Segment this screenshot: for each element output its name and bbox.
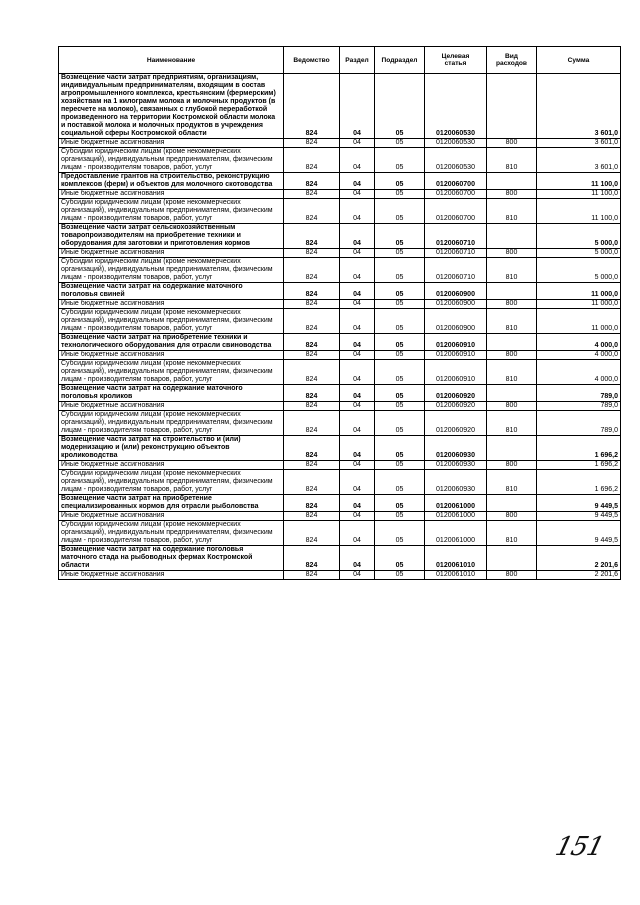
cell-sum: 5 000,0 (537, 249, 621, 258)
cell-name: Субсидии юридическим лицам (кроме некоммерческих организаций), индивидуальным предпринимателям, физическим лицам - производителям товаров, работ, услуг (59, 521, 284, 546)
cell-subsection: 05 (375, 224, 425, 249)
cell-section: 04 (340, 411, 375, 436)
cell-type: 810 (487, 411, 537, 436)
table-row (59, 351, 621, 360)
cell-name: Возмещение части затрат на приобретение специализированных кормов для отрасли рыболовства (59, 495, 284, 512)
cell-sum: 1 696,2 (537, 470, 621, 495)
cell-section: 04 (340, 571, 375, 580)
cell-dept: 824 (284, 249, 340, 258)
cell-subsection: 05 (375, 521, 425, 546)
cell-subsection: 05 (375, 351, 425, 360)
cell-name: Иные бюджетные ассигнования (59, 351, 284, 360)
cell-section: 04 (340, 461, 375, 470)
cell-name: Субсидии юридическим лицам (кроме некоммерческих организаций), индивидуальным предпринимателям, физическим лицам - производителям товаров, работ, услуг (59, 199, 284, 224)
cell-section: 04 (340, 436, 375, 461)
cell-section: 04 (340, 139, 375, 148)
cell-type: 810 (487, 199, 537, 224)
table-row (59, 360, 621, 385)
cell-name: Иные бюджетные ассигнования (59, 402, 284, 411)
cell-target: 0120060700 (425, 173, 487, 190)
cell-section: 04 (340, 470, 375, 495)
cell-dept: 824 (284, 495, 340, 512)
table-row (59, 139, 621, 148)
cell-subsection: 05 (375, 546, 425, 571)
cell-dept: 824 (284, 300, 340, 309)
cell-target: 0120060900 (425, 300, 487, 309)
cell-sum: 11 100,0 (537, 190, 621, 199)
cell-section: 04 (340, 258, 375, 283)
cell-sum: 11 000,0 (537, 300, 621, 309)
cell-name: Субсидии юридическим лицам (кроме некоммерческих организаций), индивидуальным предпринимателям, физическим лицам - производителям товаров, работ, услуг (59, 148, 284, 173)
cell-subsection: 05 (375, 385, 425, 402)
cell-type (487, 173, 537, 190)
table-row (59, 258, 621, 283)
cell-name: Субсидии юридическим лицам (кроме некоммерческих организаций), индивидуальным предпринимателям, физическим лицам - производителям товаров, работ, услуг (59, 411, 284, 436)
cell-target: 0120061000 (425, 521, 487, 546)
cell-name: Иные бюджетные ассигнования (59, 461, 284, 470)
cell-dept: 824 (284, 309, 340, 334)
cell-dept: 824 (284, 402, 340, 411)
cell-name: Субсидии юридическим лицам (кроме некоммерческих организаций), индивидуальным предпринимателям, физическим лицам - производителям товаров, работ, услуг (59, 309, 284, 334)
header-sum: Сумма (537, 47, 621, 74)
cell-target: 0120060710 (425, 224, 487, 249)
table-row (59, 148, 621, 173)
cell-type: 810 (487, 521, 537, 546)
cell-section: 04 (340, 512, 375, 521)
cell-subsection: 05 (375, 512, 425, 521)
table-row (59, 495, 621, 512)
cell-sum: 4 000,0 (537, 360, 621, 385)
cell-type: 800 (487, 461, 537, 470)
cell-target: 0120060530 (425, 74, 487, 139)
cell-name: Иные бюджетные ассигнования (59, 512, 284, 521)
cell-sum: 2 201,6 (537, 571, 621, 580)
cell-type: 800 (487, 300, 537, 309)
cell-dept: 824 (284, 224, 340, 249)
cell-name: Возмещение части затрат сельскохозяйственным товаропроизводителям на приобретение техники и оборудования для заготовки и приготовления кормов (59, 224, 284, 249)
cell-name: Предоставление грантов на строительство, реконструкцию комплексов (ферм) и объектов для молочного скотоводства (59, 173, 284, 190)
cell-subsection: 05 (375, 470, 425, 495)
cell-subsection: 05 (375, 402, 425, 411)
cell-dept: 824 (284, 190, 340, 199)
cell-name: Иные бюджетные ассигнования (59, 571, 284, 580)
header-target (425, 47, 487, 74)
cell-section: 04 (340, 309, 375, 334)
cell-type (487, 334, 537, 351)
cell-dept: 824 (284, 139, 340, 148)
cell-target: 0120060910 (425, 334, 487, 351)
cell-subsection: 05 (375, 300, 425, 309)
cell-type: 800 (487, 139, 537, 148)
cell-sum: 9 449,5 (537, 521, 621, 546)
cell-sum: 3 601,0 (537, 74, 621, 139)
cell-target: 0120060910 (425, 351, 487, 360)
cell-name: Иные бюджетные ассигнования (59, 249, 284, 258)
budget-table (58, 46, 621, 580)
table-row (59, 402, 621, 411)
cell-section: 04 (340, 360, 375, 385)
cell-subsection: 05 (375, 495, 425, 512)
cell-section: 04 (340, 385, 375, 402)
table-row (59, 571, 621, 580)
table-header-row (59, 47, 621, 74)
cell-target: 0120060930 (425, 436, 487, 461)
cell-dept: 824 (284, 436, 340, 461)
cell-sum: 11 100,0 (537, 173, 621, 190)
cell-type: 800 (487, 190, 537, 199)
cell-target: 0120060930 (425, 461, 487, 470)
cell-sum: 9 449,5 (537, 495, 621, 512)
cell-subsection: 05 (375, 309, 425, 334)
table-row (59, 411, 621, 436)
cell-type: 810 (487, 258, 537, 283)
cell-section: 04 (340, 74, 375, 139)
header-dept: Ведомство (284, 47, 340, 74)
cell-type (487, 546, 537, 571)
cell-dept: 824 (284, 74, 340, 139)
cell-dept: 824 (284, 546, 340, 571)
cell-name: Субсидии юридическим лицам (кроме некоммерческих организаций), индивидуальным предпринимателям, физическим лицам - производителям товаров, работ, услуг (59, 470, 284, 495)
header-type (487, 47, 537, 74)
cell-target: 0120061000 (425, 512, 487, 521)
cell-target: 0120060530 (425, 148, 487, 173)
table-row (59, 385, 621, 402)
cell-name: Иные бюджетные ассигнования (59, 190, 284, 199)
table-body (59, 74, 621, 580)
cell-name: Иные бюджетные ассигнования (59, 300, 284, 309)
cell-subsection: 05 (375, 436, 425, 461)
cell-dept: 824 (284, 258, 340, 283)
table-row (59, 334, 621, 351)
cell-type: 810 (487, 309, 537, 334)
cell-subsection: 05 (375, 334, 425, 351)
cell-dept: 824 (284, 470, 340, 495)
cell-type (487, 385, 537, 402)
cell-target: 0120061010 (425, 571, 487, 580)
cell-section: 04 (340, 199, 375, 224)
cell-type: 800 (487, 402, 537, 411)
cell-dept: 824 (284, 571, 340, 580)
cell-subsection: 05 (375, 173, 425, 190)
cell-target: 0120060710 (425, 258, 487, 283)
header-type-line1: Вид (504, 53, 518, 60)
table-row (59, 199, 621, 224)
cell-target: 0120060700 (425, 199, 487, 224)
cell-dept: 824 (284, 283, 340, 300)
cell-sum: 9 449,5 (537, 512, 621, 521)
table-row (59, 249, 621, 258)
header-type-line2: расходов (496, 60, 527, 67)
cell-target: 0120060910 (425, 360, 487, 385)
cell-type: 810 (487, 148, 537, 173)
table-row (59, 512, 621, 521)
table-row (59, 300, 621, 309)
cell-target: 0120061010 (425, 546, 487, 571)
cell-subsection: 05 (375, 199, 425, 224)
header-target-line1: Целевая (441, 53, 470, 60)
cell-subsection: 05 (375, 249, 425, 258)
cell-subsection: 05 (375, 74, 425, 139)
cell-target: 0120060920 (425, 411, 487, 436)
cell-name: Возмещение части затрат на содержание поголовья маточного стада на рыбоводных фермах Костромской области (59, 546, 284, 571)
cell-subsection: 05 (375, 148, 425, 173)
cell-subsection: 05 (375, 571, 425, 580)
cell-sum: 789,0 (537, 385, 621, 402)
cell-type: 800 (487, 249, 537, 258)
cell-sum: 4 000,0 (537, 334, 621, 351)
cell-subsection: 05 (375, 360, 425, 385)
cell-dept: 824 (284, 521, 340, 546)
cell-dept: 824 (284, 173, 340, 190)
cell-name: Возмещение части затрат на приобретение техники и технологического оборудования для отрасли свиноводства (59, 334, 284, 351)
cell-name: Субсидии юридическим лицам (кроме некоммерческих организаций), индивидуальным предпринимателям, физическим лицам - производителям товаров, работ, услуг (59, 258, 284, 283)
cell-name: Возмещение части затрат на строительство и (или) модернизацию и (или) реконструкцию объектов кролиководства (59, 436, 284, 461)
cell-subsection: 05 (375, 461, 425, 470)
cell-section: 04 (340, 249, 375, 258)
cell-sum: 789,0 (537, 402, 621, 411)
cell-dept: 824 (284, 199, 340, 224)
cell-subsection: 05 (375, 139, 425, 148)
header-subsection: Подраздел (375, 47, 425, 74)
cell-sum: 11 000,0 (537, 309, 621, 334)
header-target-line2: статья (444, 60, 467, 67)
table-row (59, 470, 621, 495)
cell-type (487, 495, 537, 512)
table-row (59, 74, 621, 139)
cell-dept: 824 (284, 385, 340, 402)
cell-subsection: 05 (375, 190, 425, 199)
cell-name: Возмещение части затрат на содержание маточного поголовья кроликов (59, 385, 284, 402)
table-row (59, 173, 621, 190)
cell-type (487, 74, 537, 139)
cell-dept: 824 (284, 351, 340, 360)
cell-dept: 824 (284, 334, 340, 351)
cell-sum: 5 000,0 (537, 258, 621, 283)
cell-type: 800 (487, 351, 537, 360)
cell-target: 0120061000 (425, 495, 487, 512)
cell-name: Субсидии юридическим лицам (кроме некоммерческих организаций), индивидуальным предпринимателям, физическим лицам - производителям товаров, работ, услуг (59, 360, 284, 385)
handwritten-page-number: 151 (552, 832, 607, 862)
cell-name: Возмещение части затрат на содержание маточного поголовья свиней (59, 283, 284, 300)
cell-target: 0120060900 (425, 309, 487, 334)
cell-section: 04 (340, 224, 375, 249)
cell-type (487, 283, 537, 300)
cell-dept: 824 (284, 360, 340, 385)
cell-sum: 11 100,0 (537, 199, 621, 224)
cell-type: 810 (487, 360, 537, 385)
table-row (59, 436, 621, 461)
cell-section: 04 (340, 402, 375, 411)
cell-name: Возмещение части затрат предприятиям, организациям, индивидуальным предпринимателям, входящим в состав агропромышленного комплекса, крестьянским (фермерским) хозяйствам на 1 килограмм молока и молочных продуктов (в пересчете на молоко), связанных с глубокой переработкой произведенного на территории Костромской области молока и поставкой молока и молочных продуктов в учреждения социальной сферы Костромской области (59, 74, 284, 139)
table-row (59, 190, 621, 199)
cell-sum: 2 201,6 (537, 546, 621, 571)
cell-target: 0120060530 (425, 139, 487, 148)
cell-type: 800 (487, 571, 537, 580)
cell-section: 04 (340, 351, 375, 360)
table-row (59, 309, 621, 334)
header-section: Раздел (340, 47, 375, 74)
header-name: Наименование (59, 47, 284, 74)
cell-dept: 824 (284, 148, 340, 173)
cell-target: 0120060920 (425, 385, 487, 402)
cell-type (487, 224, 537, 249)
cell-subsection: 05 (375, 283, 425, 300)
cell-section: 04 (340, 300, 375, 309)
cell-subsection: 05 (375, 411, 425, 436)
cell-sum: 3 601,0 (537, 148, 621, 173)
cell-target: 0120060920 (425, 402, 487, 411)
cell-sum: 4 000,0 (537, 351, 621, 360)
table-row (59, 283, 621, 300)
cell-section: 04 (340, 334, 375, 351)
cell-section: 04 (340, 495, 375, 512)
cell-section: 04 (340, 546, 375, 571)
cell-sum: 789,0 (537, 411, 621, 436)
cell-section: 04 (340, 173, 375, 190)
cell-target: 0120060710 (425, 249, 487, 258)
cell-type: 810 (487, 470, 537, 495)
cell-subsection: 05 (375, 258, 425, 283)
cell-sum: 5 000,0 (537, 224, 621, 249)
table-row (59, 546, 621, 571)
cell-section: 04 (340, 521, 375, 546)
table-row (59, 521, 621, 546)
cell-type (487, 436, 537, 461)
cell-name: Иные бюджетные ассигнования (59, 139, 284, 148)
cell-sum: 1 696,2 (537, 436, 621, 461)
cell-target: 0120060900 (425, 283, 487, 300)
table-row (59, 461, 621, 470)
cell-dept: 824 (284, 411, 340, 436)
cell-sum: 1 696,2 (537, 461, 621, 470)
cell-type: 800 (487, 512, 537, 521)
cell-dept: 824 (284, 461, 340, 470)
cell-sum: 3 601,0 (537, 139, 621, 148)
table-row (59, 224, 621, 249)
cell-section: 04 (340, 283, 375, 300)
cell-target: 0120060700 (425, 190, 487, 199)
cell-sum: 11 000,0 (537, 283, 621, 300)
cell-section: 04 (340, 190, 375, 199)
cell-section: 04 (340, 148, 375, 173)
cell-dept: 824 (284, 512, 340, 521)
cell-target: 0120060930 (425, 470, 487, 495)
